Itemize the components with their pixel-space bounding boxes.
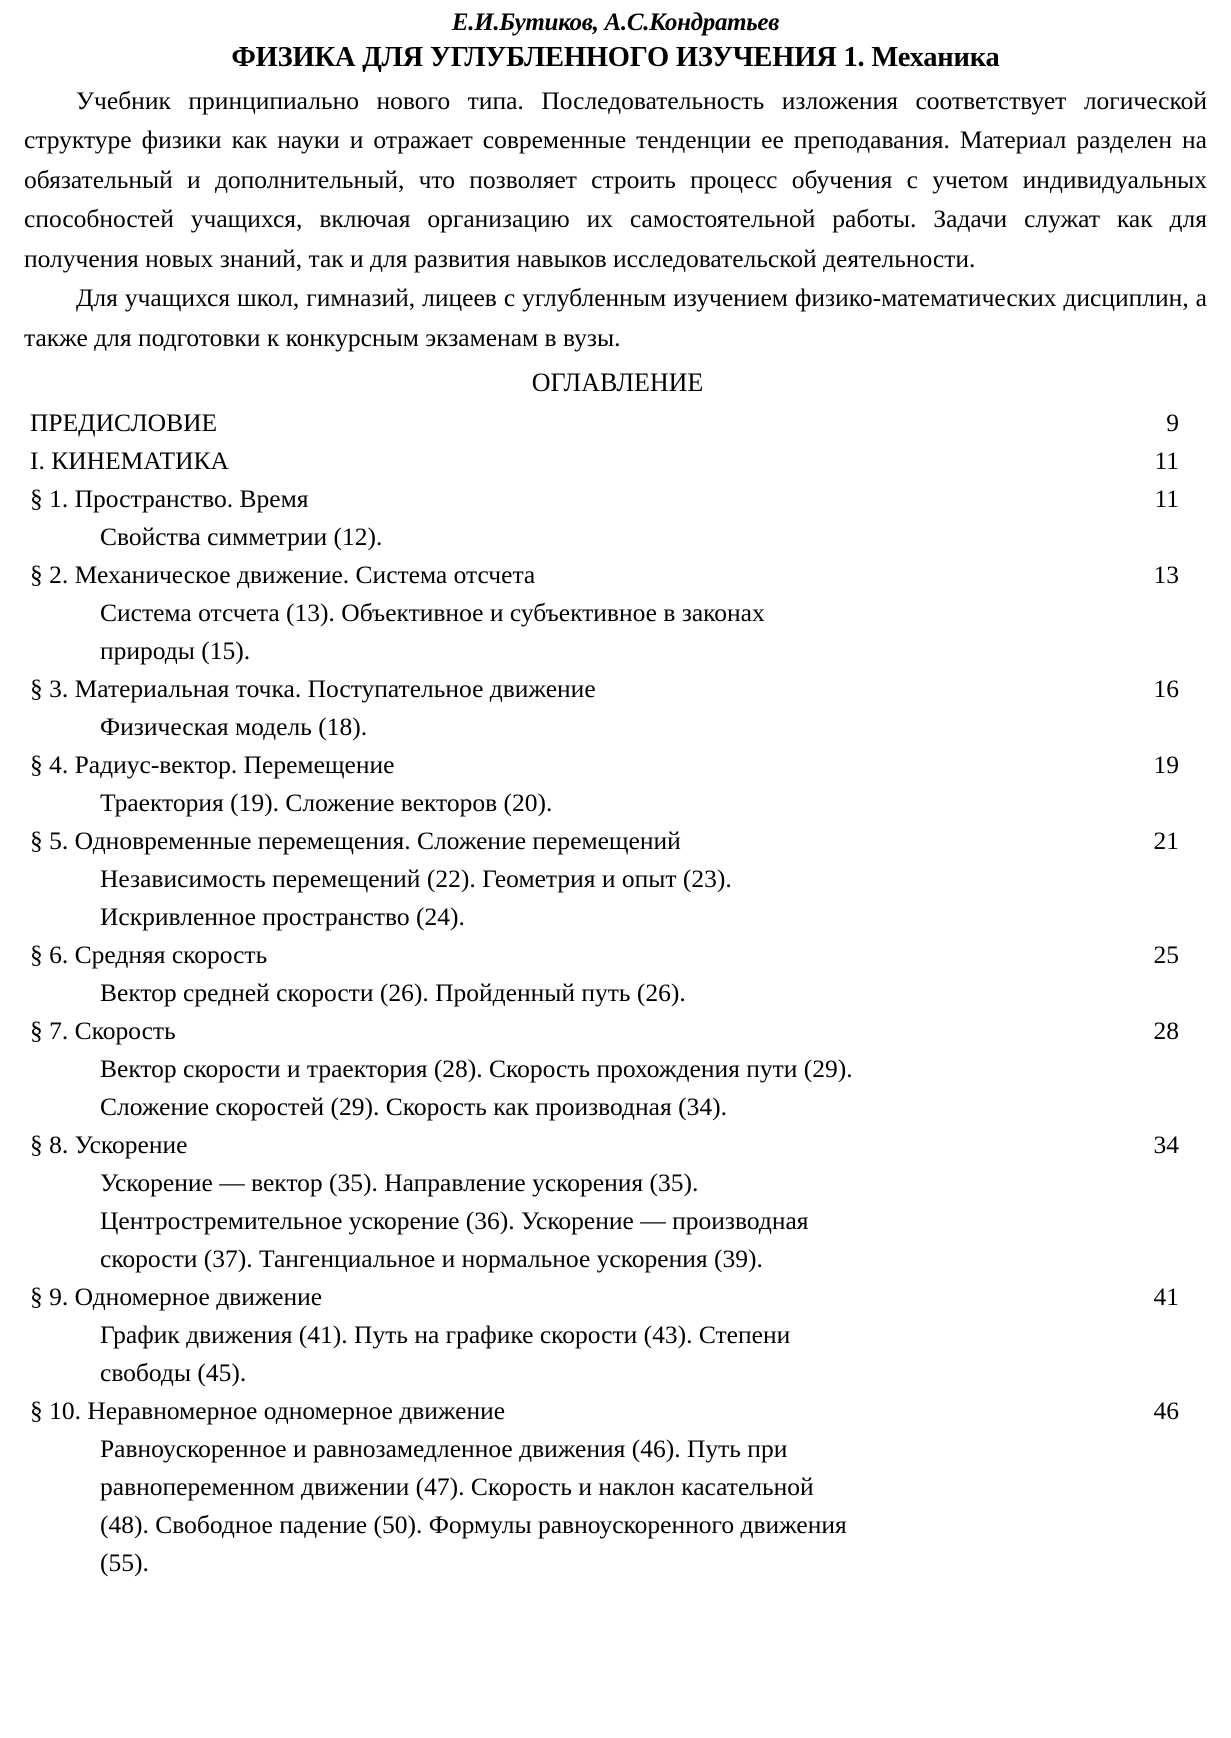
toc-entry-label: ПРЕДИСЛОВИЕ xyxy=(30,408,218,438)
toc-heading: ОГЛАВЛЕНИЕ xyxy=(531,368,704,397)
annotation-paragraph-2: Для учащихся школ, гимназий, лицеев с углубленным изучением физико-математических дисциплин, а также для подготовки к конкурсным экзаменам в вузы. xyxy=(24,283,1207,352)
toc-entry-label: § 6. Средняя скорость xyxy=(30,940,268,970)
toc-entry-page-number: 21 xyxy=(1153,826,1179,856)
toc-entry-page-number: 19 xyxy=(1153,750,1179,780)
toc-subentry: Траектория (19). Сложение векторов (20). xyxy=(100,788,553,818)
toc-entry[interactable] xyxy=(0,1126,1231,1164)
toc-subentry: Свойства симметрии (12). xyxy=(100,522,383,552)
toc-entry-label: I. КИНЕМАТИКА xyxy=(30,446,229,476)
table-of-contents xyxy=(0,404,1231,1582)
toc-subentry: Вектор средней скорости (26). Пройденный путь (26). xyxy=(100,978,686,1008)
toc-entry-label: § 10. Неравномерное одномерное движение xyxy=(30,1396,506,1426)
toc-subentry: равнопеременном движении (47). Скорость и наклон касательной xyxy=(100,1472,814,1502)
toc-subentry: Физическая модель (18). xyxy=(100,712,368,742)
toc-entry-label: § 4. Радиус-вектор. Перемещение xyxy=(30,750,395,780)
toc-entry[interactable] xyxy=(0,822,1231,860)
toc-entry-page-number: 13 xyxy=(1153,560,1179,590)
toc-entry-page-number: 11 xyxy=(1154,484,1179,514)
toc-subentry: График движения (41). Путь на графике скорости (43). Степени xyxy=(100,1320,791,1350)
toc-entry-page-number: 41 xyxy=(1153,1282,1179,1312)
toc-subentry: скорости (37). Тангенциальное и нормальное ускорения (39). xyxy=(100,1244,763,1274)
toc-subentry: Ускорение — вектор (35). Направление ускорения (35). xyxy=(100,1168,699,1198)
toc-subentry: Равноускоренное и равнозамедленное движения (46). Путь при xyxy=(100,1434,788,1464)
toc-entry[interactable] xyxy=(0,404,1231,442)
toc-entry[interactable] xyxy=(0,1392,1231,1430)
toc-subentry: Сложение скоростей (29). Скорость как производная (34). xyxy=(100,1092,727,1122)
toc-entry-page-number: 28 xyxy=(1153,1016,1179,1046)
toc-entry[interactable] xyxy=(0,936,1231,974)
toc-entry[interactable] xyxy=(0,670,1231,708)
book-title: ФИЗИКА ДЛЯ УГЛУБЛЕННОГО ИЗУЧЕНИЯ 1. Механика xyxy=(231,42,1000,73)
toc-entry[interactable] xyxy=(0,480,1231,518)
document-page xyxy=(0,10,1231,1738)
toc-entry-page-number: 9 xyxy=(1166,408,1179,438)
toc-subentry: Искривленное пространство (24). xyxy=(100,902,465,932)
authors-line: Е.И.Бутиков, А.С.Кондратьев xyxy=(451,9,780,36)
toc-entry-label: § 5. Одновременные перемещения. Сложение перемещений xyxy=(30,826,681,856)
toc-subentry: Независимость перемещений (22). Геометрия и опыт (23). xyxy=(100,864,732,894)
toc-subentry: природы (15). xyxy=(100,636,251,666)
toc-entry-label: § 3. Материальная точка. Поступательное движение xyxy=(30,674,596,704)
toc-entry[interactable] xyxy=(0,1278,1231,1316)
toc-subentry: свободы (45). xyxy=(100,1358,247,1388)
toc-subentry: (48). Свободное падение (50). Формулы равноускоренного движения xyxy=(100,1510,847,1540)
toc-entry[interactable] xyxy=(0,442,1231,480)
toc-entry[interactable] xyxy=(0,556,1231,594)
toc-subentry: Вектор скорости и траектория (28). Скорость прохождения пути (29). xyxy=(100,1054,853,1084)
toc-entry-label: § 2. Механическое движение. Система отсчета xyxy=(30,560,536,590)
toc-entry-page-number: 16 xyxy=(1153,674,1179,704)
toc-entry-page-number: 11 xyxy=(1154,446,1179,476)
toc-subentry: Центростремительное ускорение (36). Ускорение — производная xyxy=(100,1206,809,1236)
toc-subentry: Система отсчета (13). Объективное и субъективное в законах xyxy=(100,598,765,628)
toc-subentry: (55). xyxy=(100,1548,149,1578)
toc-entry-label: § 1. Пространство. Время xyxy=(30,484,309,514)
toc-entry-label: § 8. Ускорение xyxy=(30,1130,188,1160)
toc-entry[interactable] xyxy=(0,746,1231,784)
toc-entry-label: § 7. Скорость xyxy=(30,1016,176,1046)
toc-entry-page-number: 25 xyxy=(1153,940,1179,970)
toc-entry-label: § 9. Одномерное движение xyxy=(30,1282,323,1312)
annotation-paragraph-1: Учебник принципиально нового типа. Последовательность изложения соответствует логической структуре физики как науки и отражает современные тенденции ее преподавания. Материал разделен на обязательный и дополнительный, что позволяет строить процесс обучения с учетом индивидуальных способностей учащихся, включая организацию их самостоятельной работы. Задачи служат как для получения новых знаний, так и для развития навыков исследовательской деятельности. xyxy=(24,85,1207,273)
toc-entry-page-number: 34 xyxy=(1153,1130,1179,1160)
toc-entry-page-number: 46 xyxy=(1153,1396,1179,1426)
toc-entry[interactable] xyxy=(0,1012,1231,1050)
